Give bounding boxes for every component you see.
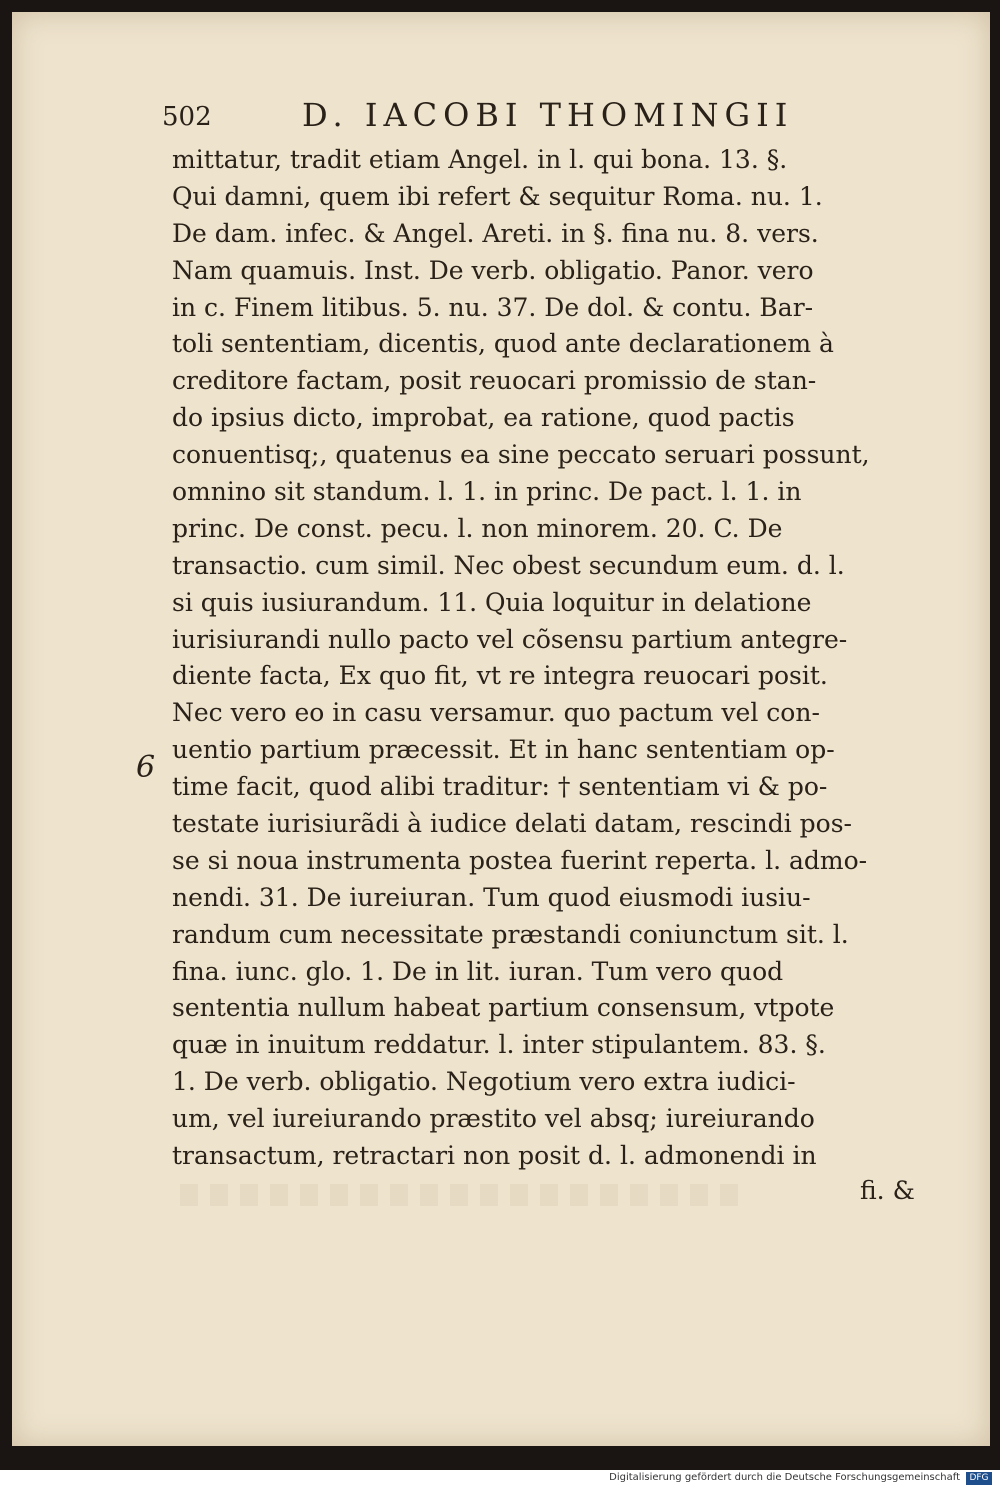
- text-line: creditore factam, posit reuocari promissio de stan-: [172, 366, 817, 396]
- text-line: um, vel iureiurando præstito vel absq; iureiurando: [172, 1104, 815, 1134]
- catchword: fi. &: [860, 1176, 915, 1205]
- text-line: Nam quamuis. Inst. De verb. obligatio. Panor. vero: [172, 255, 814, 285]
- text-line: diente facta, Ex quo fit, vt re integra reuocari posit.: [172, 661, 828, 691]
- dfg-logo-icon: DFG: [966, 1472, 992, 1485]
- page-header: [162, 96, 842, 142]
- text-line: iurisiurandi nullo pacto vel cõsensu partium antegre-: [172, 624, 848, 654]
- text-line: time facit, quod alibi traditur: † sententiam vi & po-: [172, 772, 828, 802]
- text-line: transactum, retractari non posit d. l. admonendi in: [172, 1141, 817, 1171]
- text-line: omnino sit standum. l. 1. in princ. De pact. l. 1. in: [172, 477, 802, 507]
- running-head: D. IACOBI THOMINGII: [302, 96, 794, 134]
- text-line: sententia nullum habeat partium consensum, vtpote: [172, 993, 835, 1023]
- text-line: uentio partium præcessit. Et in hanc sententiam op-: [172, 735, 835, 765]
- text-line: Qui damni, quem ibi refert & sequitur Roma. nu. 1.: [172, 181, 823, 211]
- text-line: De dam. infec. & Angel. Areti. in §. fina nu. 8. vers.: [172, 218, 819, 248]
- text-line: toli sententiam, dicentis, quod ante declarationem à: [172, 329, 834, 359]
- funding-credit: Digitalisierung gefördert durch die Deutsche Forschungsgemeinschaft: [609, 1472, 960, 1483]
- text-line: mittatur, tradit etiam Angel. in l. qui bona. 13. §.: [172, 145, 788, 174]
- text-line: 1. De verb. obligatio. Negotium vero extra iudici-: [172, 1067, 796, 1097]
- footer-bar: [0, 1470, 1000, 1489]
- text-line: in c. Finem litibus. 5. nu. 37. De dol. & contu. Bar-: [172, 292, 814, 322]
- text-line: nendi. 31. De iureiuran. Tum quod eiusmodi iusiu-: [172, 882, 811, 912]
- marginal-number: 6: [136, 750, 156, 785]
- text-line: transactio. cum simil. Nec obest secundum eum. d. l.: [172, 550, 845, 580]
- text-line: quæ in inuitum reddatur. l. inter stipulantem. 83. §.: [172, 1030, 826, 1060]
- text-line: fina. iunc. glo. 1. De in lit. iuran. Tum vero quod: [172, 956, 784, 986]
- text-line: randum cum necessitate præstandi coniunctum sit. l.: [172, 919, 849, 949]
- body-text: [172, 142, 942, 1175]
- text-line: conuentisq;, quatenus ea sine peccato seruari possunt,: [172, 440, 870, 470]
- text-line: Nec vero eo in casu versamur. quo pactum vel con-: [172, 698, 820, 728]
- text-line: se si noua instrumenta postea fuerint reperta. l. admo-: [172, 845, 868, 875]
- text-line: si quis iusiurandum. 11. Quia loquitur in delatione: [172, 587, 812, 617]
- page-number: 502: [162, 102, 212, 132]
- text-line: testate iurisiurãdi à iudice delati datam, rescindi pos-: [172, 809, 852, 839]
- text-line: princ. De const. pecu. l. non minorem. 20. C. De: [172, 513, 783, 543]
- show-through-bleed: [180, 1184, 740, 1206]
- text-line: do ipsius dicto, improbat, ea ratione, quod pactis: [172, 403, 795, 433]
